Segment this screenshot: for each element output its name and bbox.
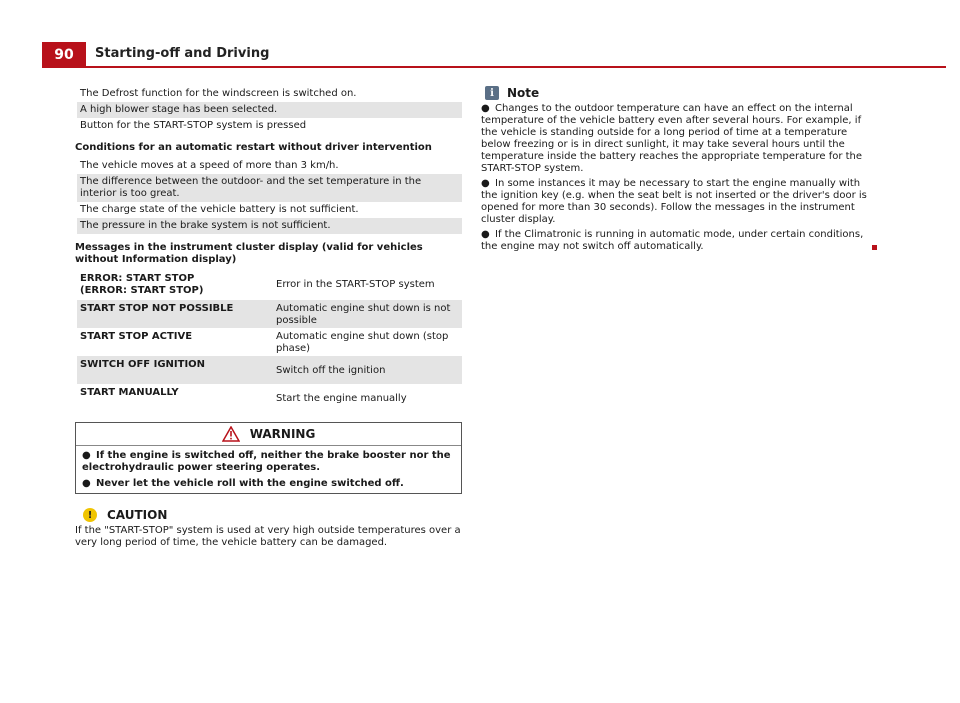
conditions-top-table bbox=[77, 86, 462, 134]
message-code: START MANUALLY bbox=[80, 387, 179, 398]
message-row bbox=[77, 328, 462, 356]
warning-header bbox=[76, 423, 461, 446]
section-end-icon bbox=[872, 245, 877, 250]
messages-table bbox=[77, 270, 462, 412]
restart-heading: Conditions for an automatic restart without driver intervention bbox=[75, 142, 432, 153]
bullet-icon: ● bbox=[82, 478, 91, 489]
message-desc: Switch off the ignition bbox=[276, 365, 386, 376]
condition-row: A high blower stage has been selected. bbox=[77, 102, 462, 118]
note-item: ● In some instances it may be necessary to start the engine manually with the ignition key (e.g. when the seat belt is not inserted or the driver's door is opened for more than 30 seconds). Follow the messages in the instrument cluster display. bbox=[481, 178, 867, 225]
message-code: START STOP NOT POSSIBLE bbox=[80, 303, 234, 314]
message-row bbox=[77, 384, 462, 412]
note-item: ● Changes to the outdoor temperature can have an effect on the internal temperature of the vehicle battery even after several hours. For example, if the vehicle is standing outside for a long period of time at a temperature below freezing or is in direct sunlight, it may take several hours until the temperature inside the battery reaches the appropriate temperature for the START-STOP system. bbox=[481, 103, 863, 174]
caution-title: CAUTION bbox=[107, 508, 168, 522]
restart-row: The charge state of the vehicle battery is not sufficient. bbox=[80, 204, 359, 215]
condition-row: Button for the START-STOP system is pressed bbox=[80, 120, 307, 131]
restart-row: The pressure in the brake system is not sufficient. bbox=[77, 218, 462, 234]
warning-triangle-icon bbox=[222, 426, 240, 442]
message-row bbox=[77, 270, 462, 300]
info-icon: i bbox=[485, 86, 499, 100]
caution-text: If the "START-STOP" system is used at very high outside temperatures over a very long period of time, the vehicle battery can be damaged. bbox=[75, 525, 461, 548]
bullet-icon: ● bbox=[481, 229, 490, 240]
left-column bbox=[75, 86, 462, 549]
note-header bbox=[481, 86, 877, 100]
caution-exclamation-icon: ! bbox=[83, 508, 97, 522]
header-rule bbox=[86, 66, 946, 68]
right-column bbox=[481, 86, 877, 256]
message-code: SWITCH OFF IGNITION bbox=[80, 359, 206, 370]
message-code: START STOP ACTIVE bbox=[80, 331, 193, 342]
warning-box bbox=[75, 422, 462, 494]
warning-item: ● If the engine is switched off, neither the brake booster nor the electrohydraulic power steering operates. bbox=[82, 450, 451, 473]
bullet-icon: ● bbox=[481, 103, 490, 114]
message-row bbox=[77, 356, 462, 384]
message-desc: Automatic engine shut down (stop phase) bbox=[276, 331, 449, 354]
page-number: 90 bbox=[42, 42, 86, 68]
page-header-title: Starting-off and Driving bbox=[95, 46, 270, 61]
message-desc: Automatic engine shut down is not possible bbox=[276, 303, 451, 326]
warning-title: WARNING bbox=[249, 427, 316, 441]
bullet-icon: ● bbox=[82, 450, 91, 461]
message-desc: Start the engine manually bbox=[276, 393, 407, 404]
restart-conditions-table bbox=[77, 158, 462, 234]
restart-row: The vehicle moves at a speed of more than 3 km/h. bbox=[80, 160, 339, 171]
condition-row: The Defrost function for the windscreen is switched on. bbox=[80, 88, 357, 99]
messages-heading: Messages in the instrument cluster display (valid for vehicles without Information display) bbox=[75, 242, 423, 265]
bullet-icon: ● bbox=[481, 178, 490, 189]
note-item: ● If the Climatronic is running in automatic mode, under certain conditions, the engine may not switch off automatically. bbox=[481, 229, 877, 253]
restart-row: The difference between the outdoor- and the set temperature in the interior is too great. bbox=[77, 174, 462, 202]
message-row bbox=[77, 300, 462, 328]
warning-item: ● Never let the vehicle roll with the engine switched off. bbox=[82, 478, 404, 489]
note-title: Note bbox=[507, 86, 540, 100]
message-desc: Error in the START-STOP system bbox=[276, 279, 435, 290]
caution-header bbox=[75, 508, 462, 522]
message-code: ERROR: START STOP (ERROR: START STOP) bbox=[80, 273, 204, 296]
